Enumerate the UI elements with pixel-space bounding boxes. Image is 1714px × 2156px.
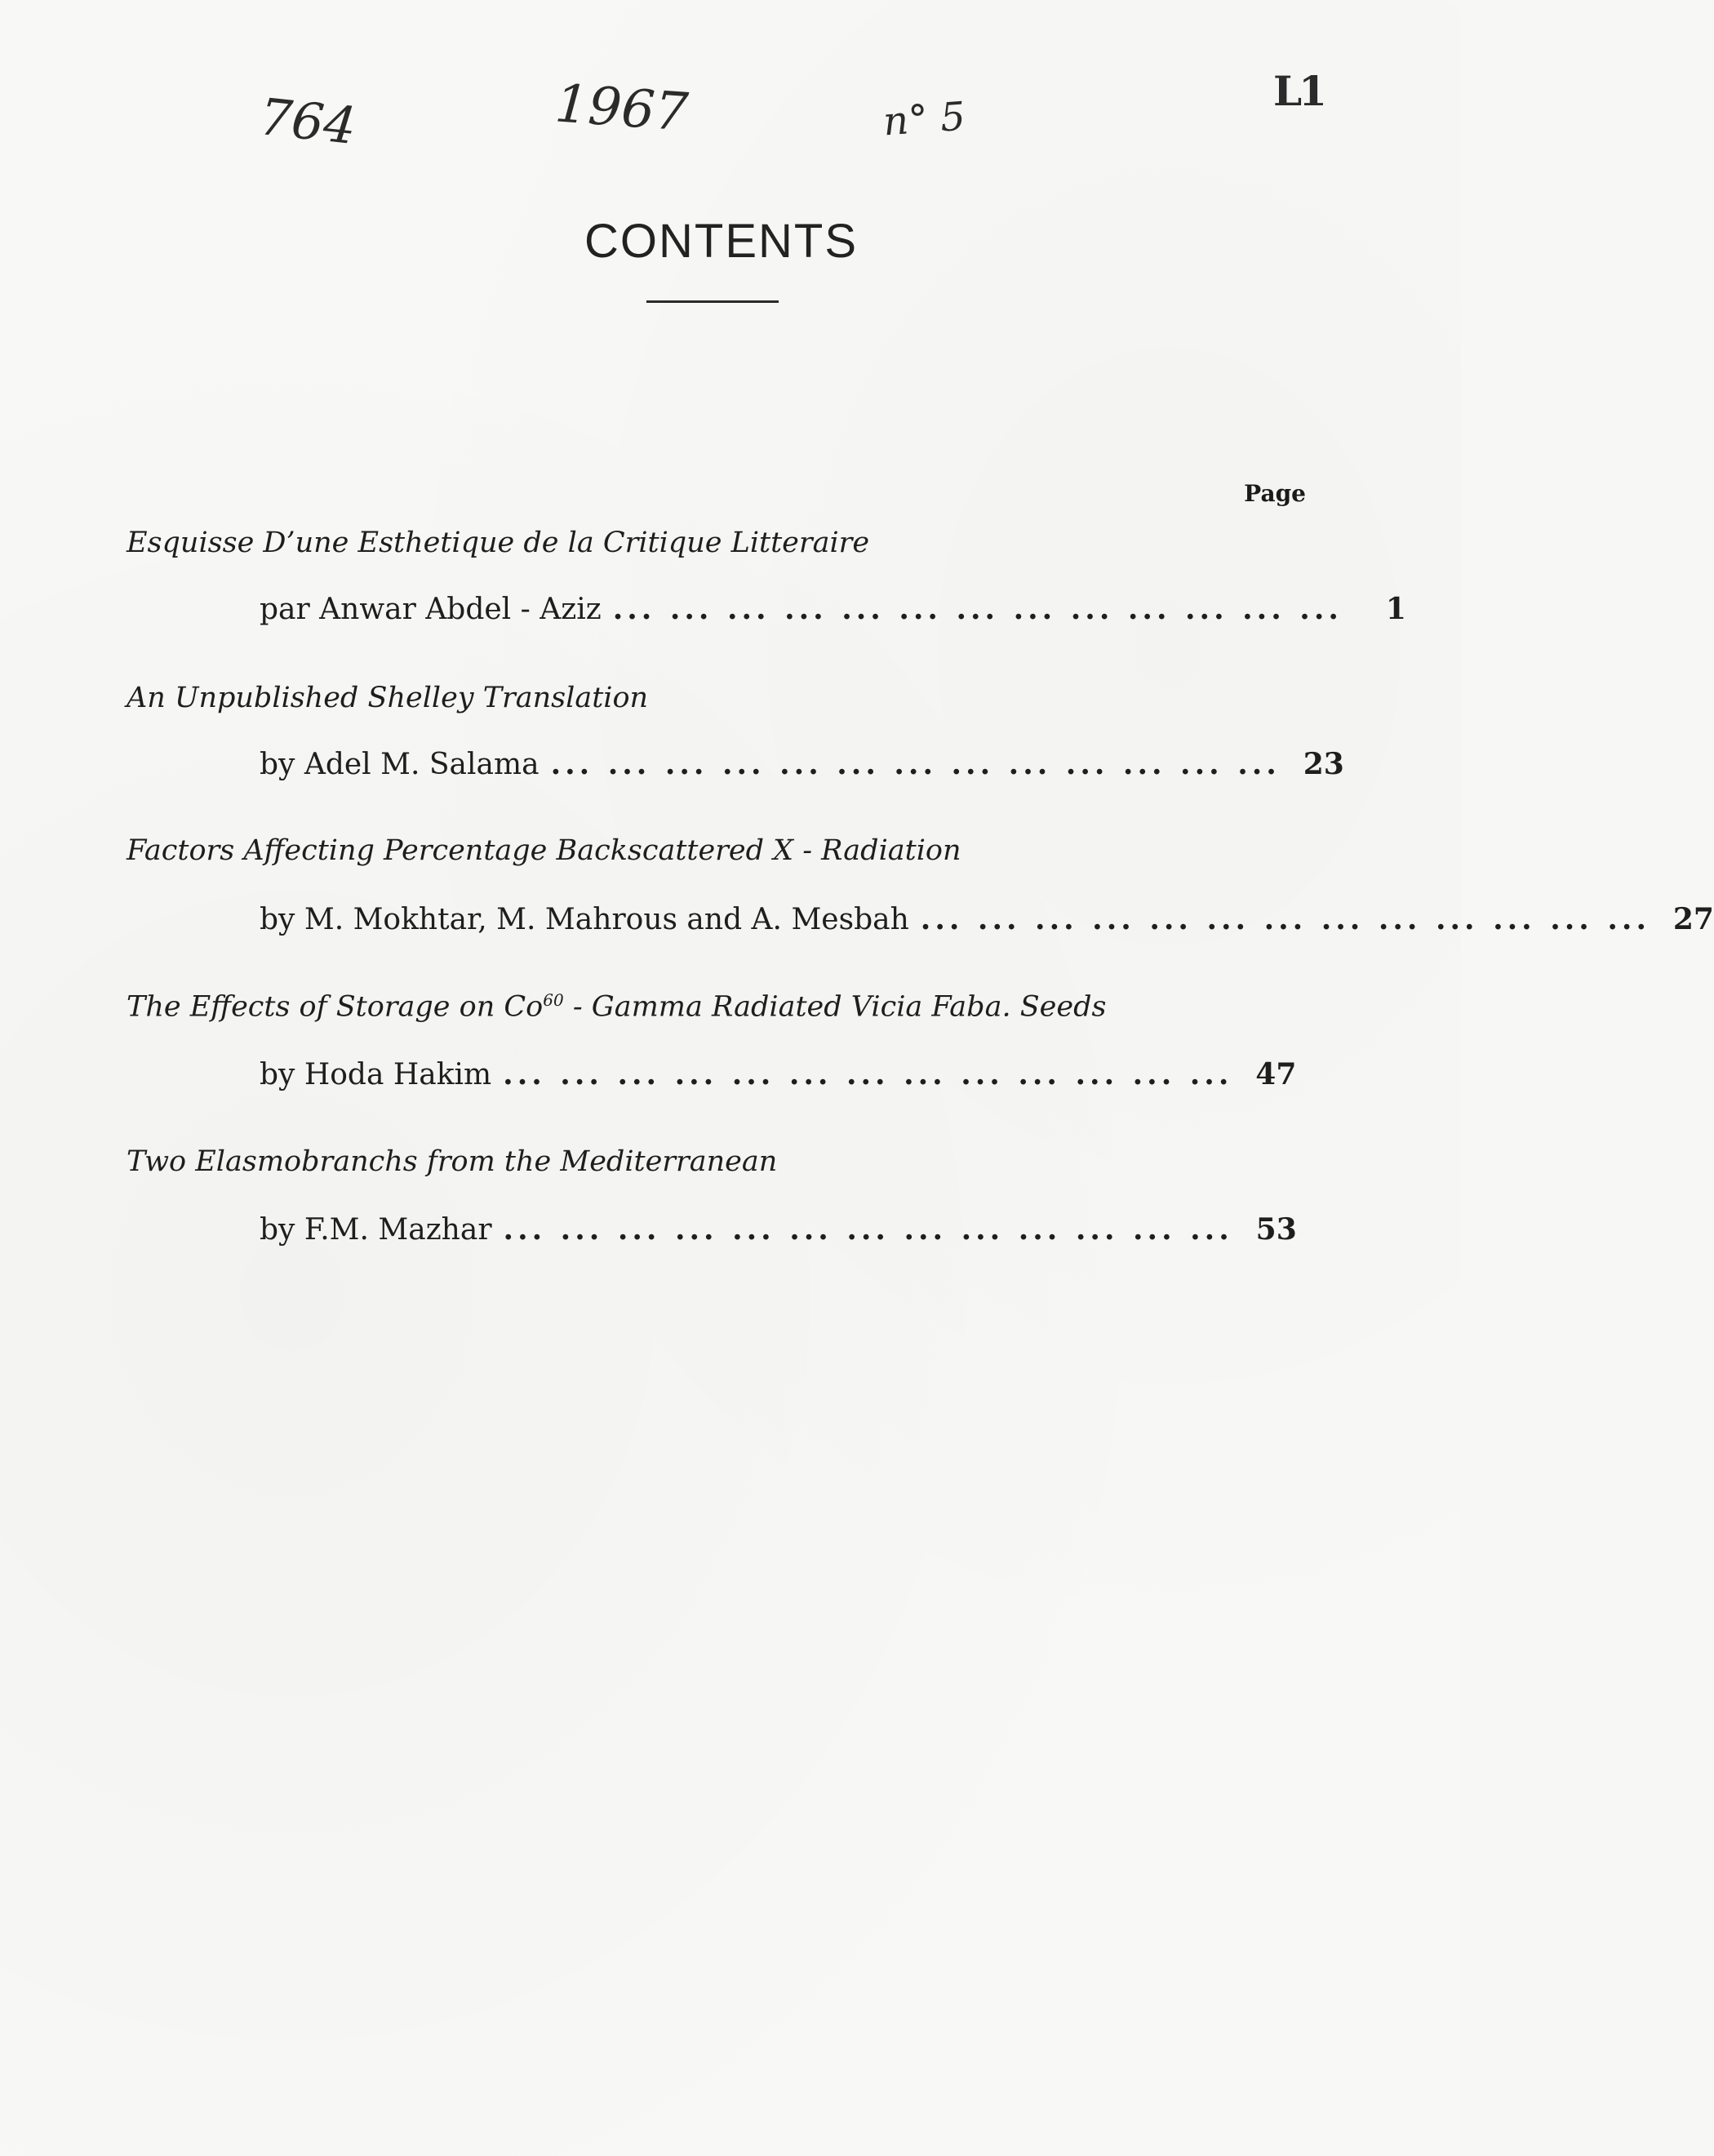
toc-entry-line — [260, 1057, 1297, 1096]
title-underline — [646, 300, 779, 303]
toc-entry-line — [260, 902, 1714, 941]
toc-entry-page: 47 — [1255, 1057, 1297, 1091]
dot-leader: ... ... ... ... ... ... ... ... ... ... ... ... ... — [503, 1057, 1233, 1091]
toc-entry-page: 1 — [1385, 592, 1406, 626]
toc-entry-author: by Adel M. Salama — [260, 748, 540, 781]
handwritten-year: 1967 — [553, 73, 690, 144]
toc-entry-author: by M. Mokhtar, M. Mahrous and A. Mesbah — [260, 903, 909, 936]
toc-entry-title: Esquisse D’une Esthetique de la Critique Litteraire — [127, 527, 870, 559]
toc-entry-page: 27 — [1672, 902, 1714, 936]
toc-entry-author: par Anwar Abdel - Aziz — [260, 593, 602, 626]
toc-entry-page: 23 — [1303, 747, 1344, 781]
page-title: CONTENTS — [584, 215, 858, 268]
isotope-superscript: 60 — [543, 990, 564, 1010]
toc-entry-line — [260, 592, 1406, 631]
toc-entry-title-part: The Effects of Storage on Co — [127, 990, 544, 1024]
handwritten-mark: L1 — [1273, 67, 1324, 115]
handwritten-number: 764 — [256, 87, 359, 156]
dot-leader: ... ... ... ... ... ... ... ... ... ... ... ... ... — [550, 747, 1281, 781]
handwritten-issue: n° 5 — [881, 93, 967, 145]
toc-entry-title: Two Elasmobranchs from the Mediterranean — [127, 1145, 778, 1178]
page-column-label: Page — [1244, 480, 1306, 507]
toc-entry-line — [260, 1212, 1297, 1251]
toc-entry-title-part: - Gamma Radiated Vicia Faba. Seeds — [563, 990, 1107, 1024]
toc-entry-author: by F.M. Mazhar — [260, 1213, 492, 1247]
dot-leader: ... ... ... ... ... ... ... ... ... ... ... ... ... — [920, 902, 1650, 936]
toc-entry-title: Factors Affecting Percentage Backscattered X - Radiation — [127, 834, 961, 867]
toc-entry-page: 53 — [1255, 1212, 1297, 1247]
toc-entry-title — [127, 990, 1106, 1024]
toc-entry-title: An Unpublished Shelley Translation — [127, 682, 649, 714]
toc-entry-author: by Hoda Hakim — [260, 1058, 492, 1091]
toc-entry-line — [260, 747, 1344, 786]
dot-leader: ... ... ... ... ... ... ... ... ... ... ... ... ... — [503, 1212, 1233, 1247]
dot-leader: ... ... ... ... ... ... ... ... ... ... ... ... ... — [612, 592, 1343, 626]
